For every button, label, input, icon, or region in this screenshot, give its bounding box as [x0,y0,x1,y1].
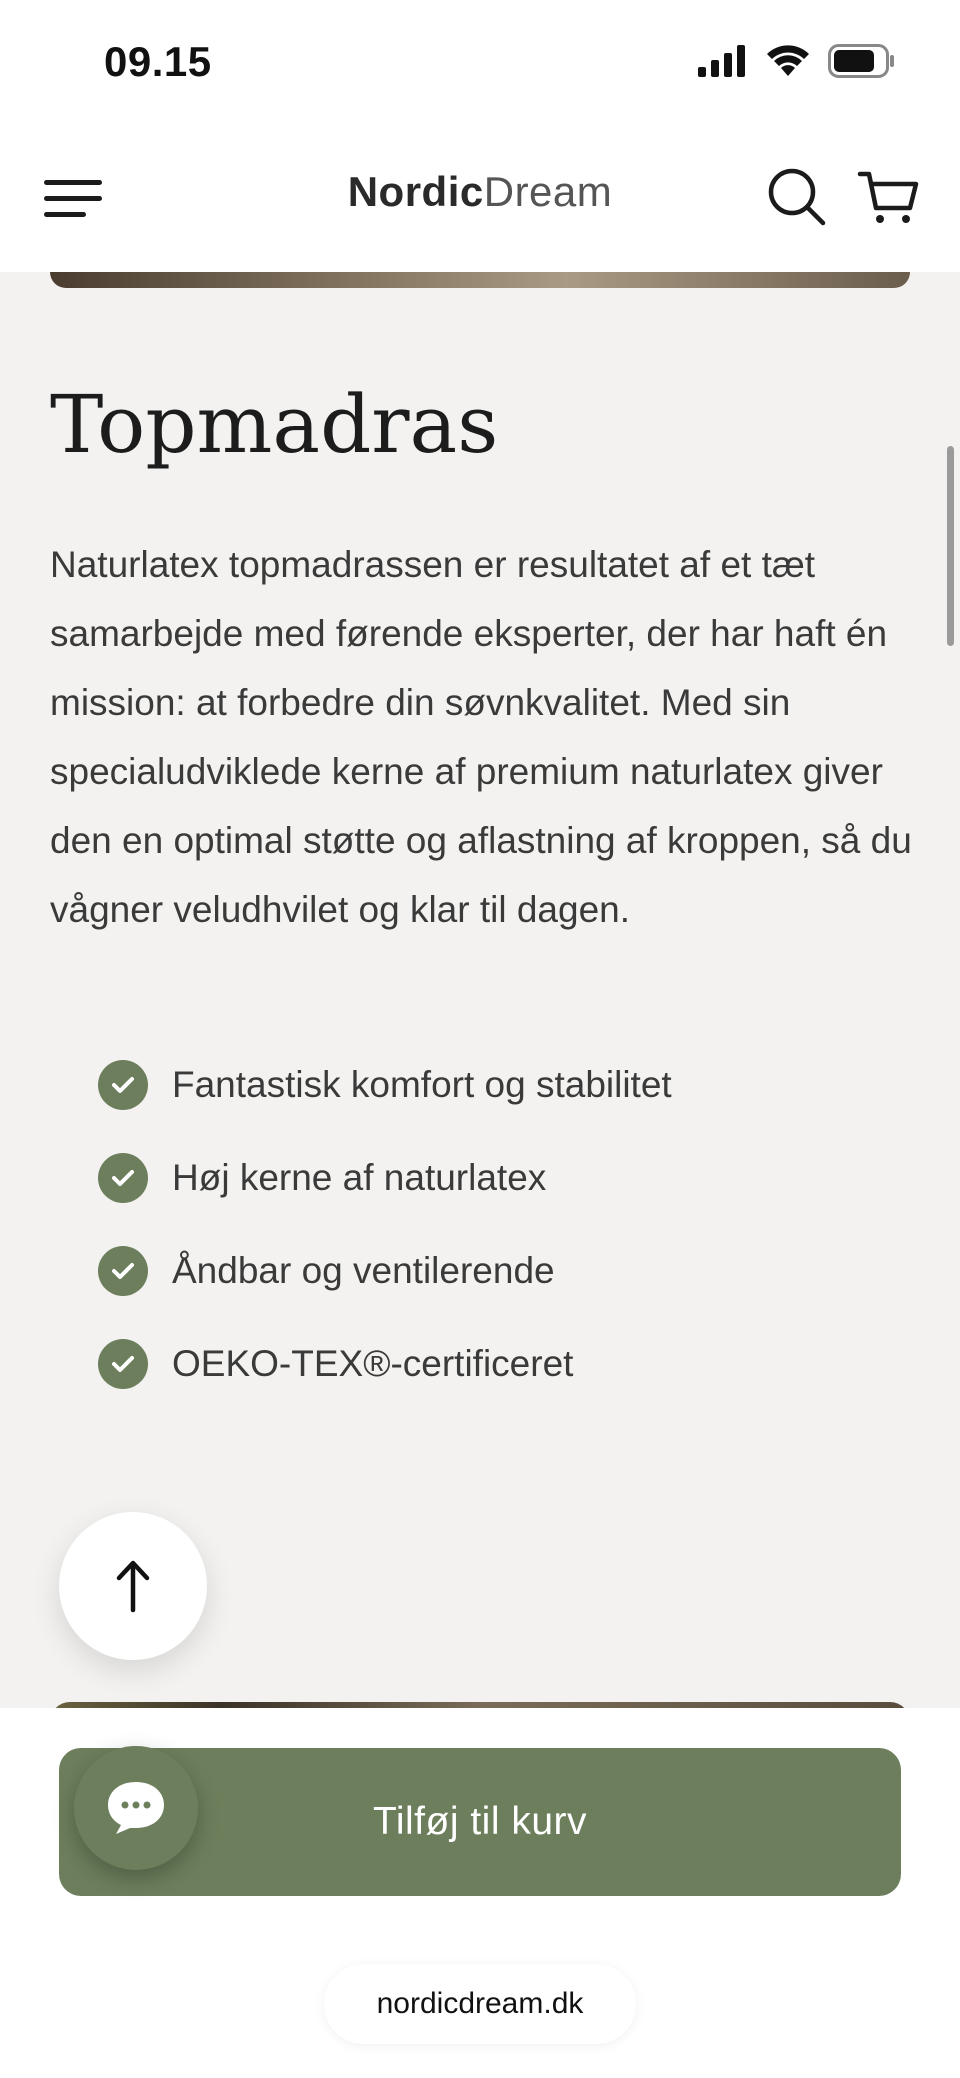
list-item [98,1060,672,1110]
cart-button[interactable] [856,164,922,230]
feature-text: Åndbar og ventilerende [172,1250,555,1291]
search-button[interactable] [766,166,828,228]
check-icon [98,1153,148,1203]
feature-text: OEKO-TEX®-certificeret [172,1343,574,1384]
add-to-cart-button[interactable]: Tilføj til kurv [59,1748,901,1896]
arrow-up-icon [113,1558,153,1614]
section-description: Naturlatex topmadrassen er resultatet af et tæt samarbejde med førende eksperter, der har haft én mission: at forbedre din søvnkvalitet. Med sin specialudviklede kerne af premium naturlatex giver den en optimal støtte og aflastning af kroppen, så du vågner veludhvilet og klar til dagen. [50,544,912,930]
section-title: Topmadras [50,378,499,471]
check-icon [98,1339,148,1389]
list-item [98,1339,672,1389]
status-bar [0,0,960,130]
cart-icon [856,164,922,230]
search-icon [766,166,828,228]
check-icon [98,1060,148,1110]
signal-icon [698,45,748,77]
status-icons [698,44,896,78]
chat-icon [104,1778,168,1838]
status-time: 09.15 [104,38,212,85]
wifi-icon [766,44,810,78]
check-icon [98,1246,148,1296]
list-item [98,1246,672,1296]
scrollbar[interactable] [947,446,954,646]
site-header [0,130,960,272]
feature-text: Høj kerne af naturlatex [172,1157,547,1198]
feature-list [98,1060,672,1432]
logo-light: Dream [483,168,613,215]
chat-button[interactable] [74,1746,198,1870]
browser-url-bar[interactable]: nordicdream.dk [324,1964,636,2044]
product-image-top [50,272,910,288]
battery-icon [828,44,896,78]
back-to-top-button[interactable] [59,1512,207,1660]
logo-bold: Nordic [347,168,484,215]
list-item [98,1153,672,1203]
feature-text: Fantastisk komfort og stabilitet [172,1064,672,1105]
